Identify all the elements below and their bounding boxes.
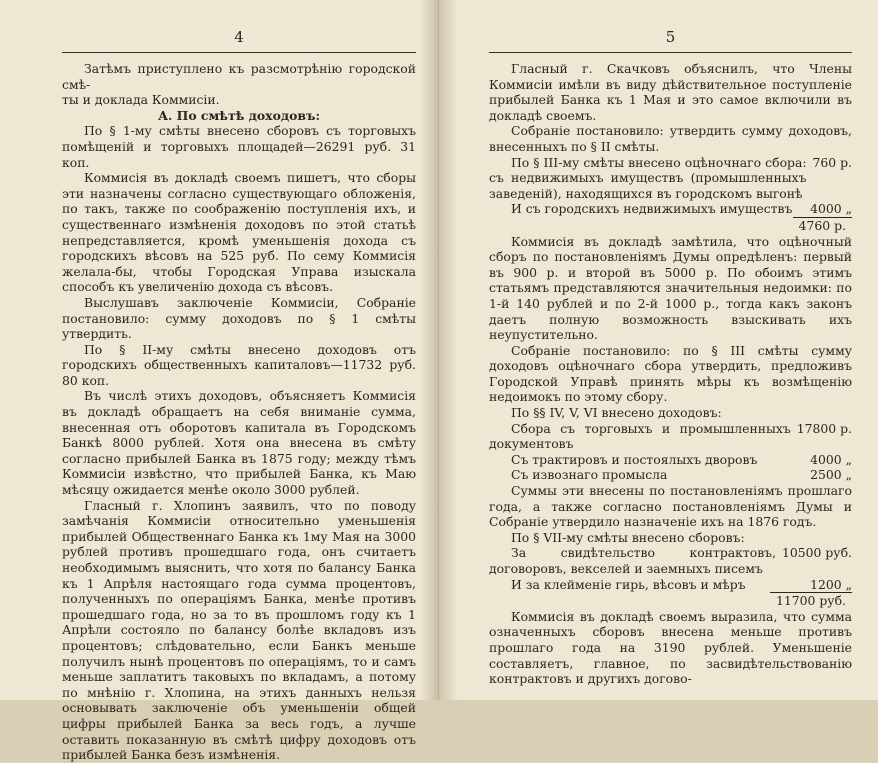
paragraph: Собраніе постановило: по § III смѣты сумму доходовъ оцѣночнаго сбора утвердить, предложивъ Городской Управѣ принять мѣры къ возмѣщенію недоимокъ по этому сбору. bbox=[489, 342, 852, 405]
amount-row bbox=[489, 421, 852, 452]
amount-label: И за клейменіе гирь, вѣсовъ и мѣръ bbox=[511, 576, 746, 592]
amount-row bbox=[489, 467, 852, 483]
paragraph: Выслушавъ заключеніе Коммисіи, Собраніе постановило: сумму доходовъ по § 1 смѣты утвердить. bbox=[62, 294, 416, 342]
paragraph: По § 1-му смѣты внесено сборовъ съ торговыхъ помѣщеній и торговыхъ площадей—26291 руб. 31 коп. bbox=[62, 123, 416, 170]
amount-label: Съ извознаго промысла bbox=[511, 467, 668, 483]
amount-label: Съ трактировъ и постоялыхъ дворовъ bbox=[511, 451, 758, 467]
paragraph: Коммисія въ докладѣ замѣтила, что оцѣночный сборъ по постановленіямъ Думы опредѣленъ: первый въ 900 р. и второй въ 5000 р. По обоимъ этимъ статьямъ представляются значительныя недоимки: по 1-й 140 рублей и по 2-й 1000 р., тогда какъ законъ даетъ полную возможность взыскивать ихъ неупустительно. bbox=[489, 233, 852, 343]
paragraph: Гласный г. Хлопинъ заявилъ, что по поводу замѣчанія Коммисіи относительно уменьшенія прибылей Общественнаго Банка къ 1му Мая на 3000 рублей противъ прошедшаго года, онъ считаетъ необходимымъ выяснить, что хотя по балансу Банка къ 1 Апрѣля настоящаго года сумма процентовъ, полученныхъ по операціямъ Банка, менѣе противъ прошедшаго года, но за то въ прошломъ году къ 1 Апрѣли состояло по балансу болѣе вкладовъ изъ процентовъ; слѣдовательно, если Банкъ меньше получилъ нынѣ процентовъ по операціямъ, то и самъ меньше заплатитъ таковыхъ по вкладамъ, а потому по мнѣнію г. Хлопина, на этихъ данныхъ нельзя основывать заключеніе объ уменьшеніи общей цифры прибылей Банка за весь годъ, а лучше оставить показанную въ смѣтѣ цифру доходовъ отъ прибылей Банка безъ измѣненія. bbox=[62, 497, 416, 763]
sum-line bbox=[489, 592, 852, 609]
sum-total: 4760 р. bbox=[793, 217, 852, 234]
paragraph: Собраніе постановило: утвердить сумму доходовъ, внесенныхъ по § II смѣты. bbox=[489, 123, 852, 154]
amount-label: По § III-му смѣты внесено оцѣночнаго сбора: съ недвижимыхъ имуществъ (промышленныхъ заведеній), находящихся въ городскомъ выгонѣ bbox=[489, 154, 807, 201]
page-number: 4 bbox=[234, 28, 244, 46]
amount-value: 4000 „ bbox=[810, 201, 852, 217]
header-rule bbox=[489, 52, 852, 53]
intro-line: ты и доклада Коммисіи. bbox=[62, 92, 220, 108]
paragraph: Коммисія въ докладѣ своемъ пишетъ, что сборы эти назначены согласно существующаго обложенія, по такъ, также по соображенію поступленія ихъ, и существеннаго измѣненія доходовъ по этой статьѣ непредставляется, кромѣ уменьшенія дохода съ городскихъ вѣсовъ на 525 руб. По сему Коммисія желала-бы, чтобы Городская Управа изыскала способъ къ увеличенію дохода съ вѣсовъ. bbox=[62, 170, 416, 295]
left-text bbox=[62, 61, 416, 763]
amount-value: 17800 р. bbox=[796, 420, 852, 436]
paragraph: Коммисія въ докладѣ своемъ выразила, что сумма означенныхъ сборовъ внесена меньше противъ прошлаго года на 3190 рублей. Уменьшеніе составляетъ, главное, по засвидѣтельствованію контрактовъ и другихъ догово- bbox=[489, 608, 852, 687]
sum-line bbox=[489, 217, 852, 234]
section-heading: А. По смѣтѣ доходовъ: bbox=[157, 107, 321, 123]
right-page bbox=[439, 0, 878, 700]
paragraph: По § II-му смѣты внесено доходовъ отъ городскихъ общественныхъ капиталовъ—11732 руб. 80 коп. bbox=[62, 341, 416, 388]
paragraph: По § VII-му смѣты внесено сборовъ: bbox=[511, 529, 745, 545]
gutter-shadow bbox=[439, 0, 457, 700]
amount-label: За свидѣтельство контрактовъ, договоровъ, векселей и заемныхъ писемъ bbox=[489, 545, 777, 576]
gutter-shadow bbox=[420, 0, 438, 700]
amount-value: 10500 руб. bbox=[782, 545, 852, 561]
paragraph: По §§ IV, V, VI внесено доходовъ: bbox=[511, 405, 722, 421]
amount-row bbox=[489, 201, 852, 217]
amount-row bbox=[489, 452, 852, 468]
amount-value: 760 р. bbox=[812, 154, 852, 170]
page-number: 5 bbox=[665, 28, 676, 46]
header-rule bbox=[62, 52, 416, 53]
amount-value: 1200 „ bbox=[810, 576, 852, 592]
amount-row bbox=[489, 545, 852, 576]
paragraph: Суммы эти внесены по постановленіямъ прошлаго года, а также согласно постановленіямъ Думы и Собраніе утвердило назначеніе ихъ на 1876 годъ. bbox=[489, 483, 852, 530]
amount-value: 2500 „ bbox=[810, 467, 852, 483]
amount-value: 4000 „ bbox=[810, 451, 852, 467]
intro-line: Затѣмъ приступлено къ разсмотрѣнію городской смѣ- bbox=[62, 61, 416, 92]
amount-label: Сбора съ торговыхъ и промышленныхъ документовъ bbox=[489, 420, 791, 452]
paragraph: Въ числѣ этихъ доходовъ, объясняетъ Коммисія въ докладѣ обращаетъ на себя вниманіе сумма, внесенная отъ оборотовъ капитала въ Городскомъ Банкѣ 8000 рублей. Хотя она внесена въ смѣту согласно прибылей Банка въ 1875 году; между тѣмъ Коммисіи извѣстно, что прибылей Банка, къ Маю мѣсяцу ожидается менѣе около 3000 рублей. bbox=[62, 388, 416, 498]
sum-total: 11700 руб. bbox=[770, 592, 852, 609]
amount-label: И съ городскихъ недвижимыхъ имуществъ bbox=[511, 201, 793, 217]
right-text bbox=[489, 61, 852, 687]
amount-row bbox=[489, 155, 852, 202]
paragraph: Гласный г. Скачковъ объяснилъ, что Члены Коммисіи имѣли въ виду дѣйствительное поступленіе прибылей Банка къ 1 Мая и это самое включили въ докладѣ своемъ. bbox=[489, 61, 852, 123]
amount-row bbox=[489, 577, 852, 593]
